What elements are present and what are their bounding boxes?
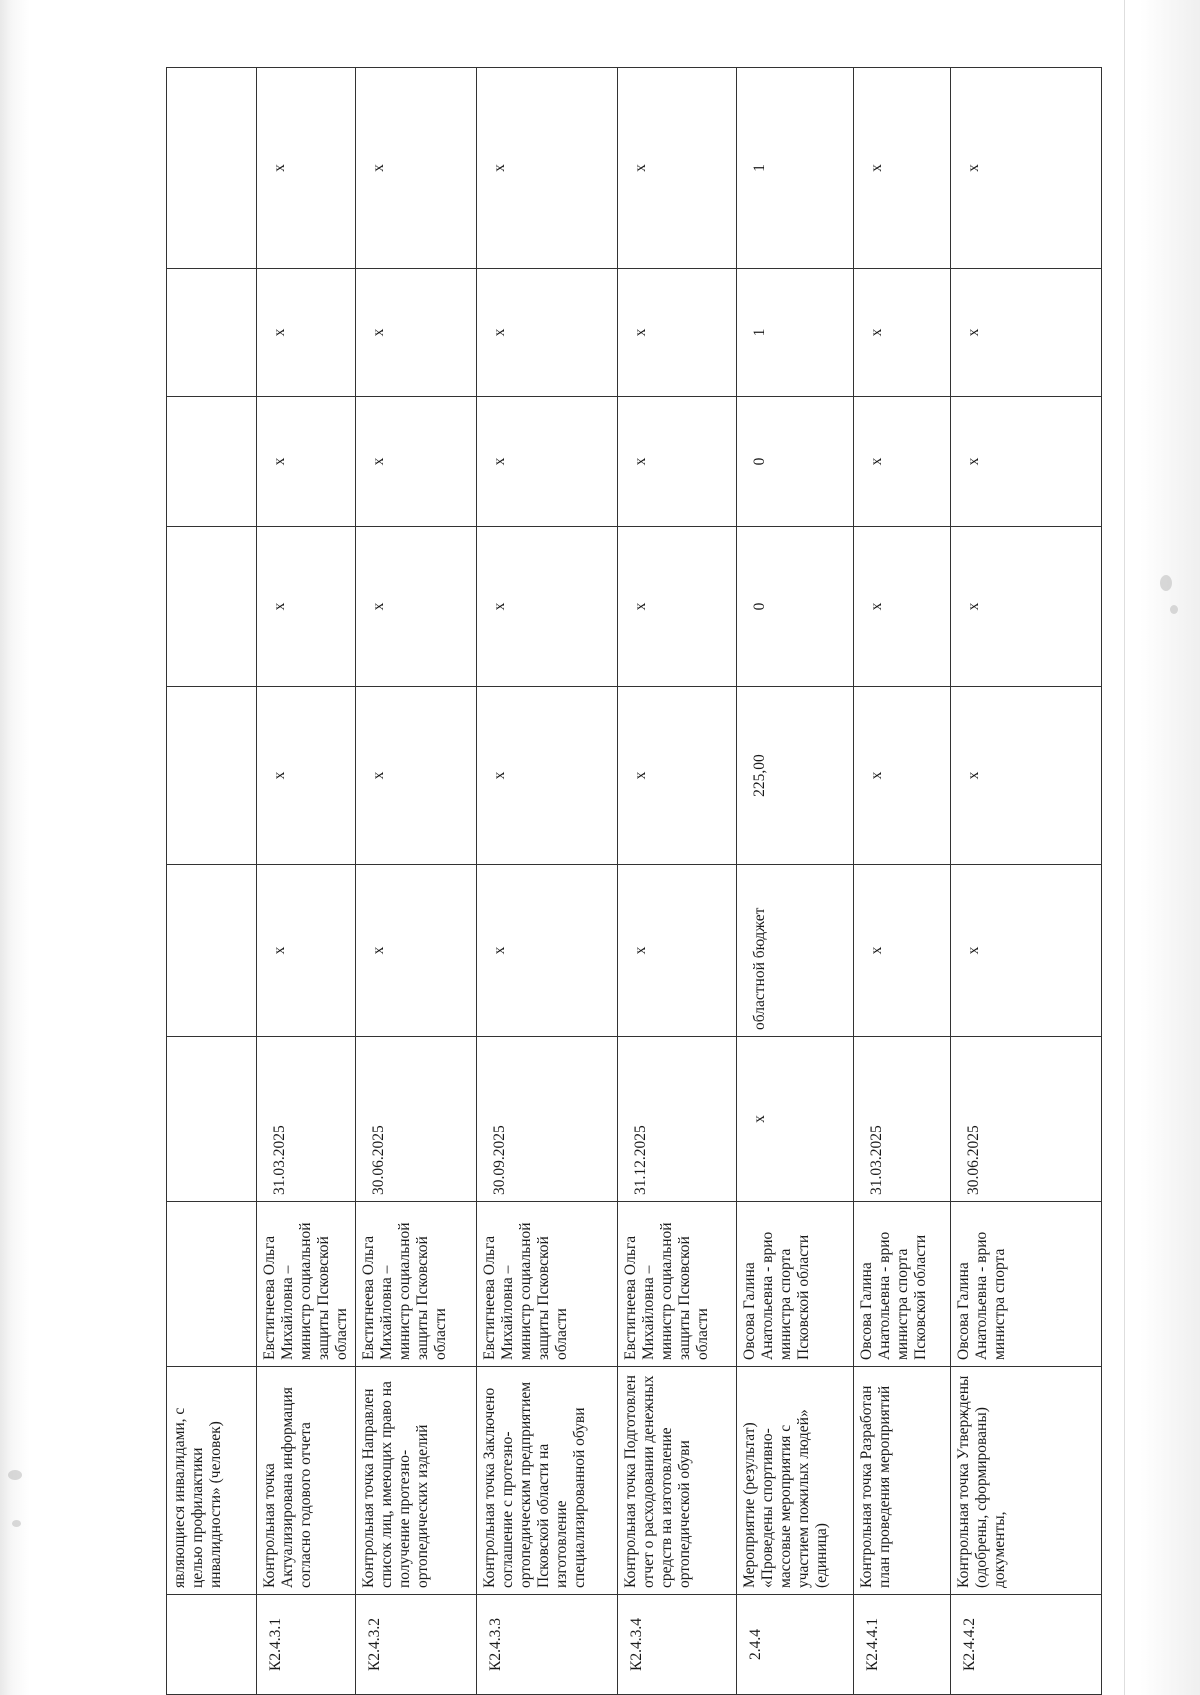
table-row — [257, 68, 356, 1695]
funding-amount-cell: х — [617, 687, 736, 865]
funding-source-cell: областной бюджет — [736, 865, 853, 1037]
plan-table-body — [167, 68, 1102, 1695]
row-number-cell: К2.4.3.1 — [257, 1595, 356, 1695]
indicator-value-4-cell — [167, 68, 257, 269]
table-row — [167, 68, 257, 1695]
item-name-cell: Контрольная точка Разработан план проведения мероприятий — [853, 1367, 950, 1595]
table-row — [476, 68, 617, 1695]
indicator-value-1-cell: х — [950, 527, 1101, 687]
deadline-cell: 30.06.2025 — [950, 1037, 1101, 1202]
indicator-value-2-cell: х — [257, 397, 356, 527]
item-name-cell: Контрольная точка Актуализирована информация согласно годового отчета — [257, 1367, 356, 1595]
scan-edge-left — [0, 0, 30, 1695]
scan-speck — [1170, 605, 1178, 614]
indicator-value-4-cell: х — [476, 68, 617, 269]
row-number-cell: К2.4.3.2 — [355, 1595, 476, 1695]
funding-amount-cell: 225,00 — [736, 687, 853, 865]
responsible-person-cell: Овсова Галина Анатольевна - врио министра спорта Псковской области — [853, 1202, 950, 1367]
indicator-value-2-cell: х — [476, 397, 617, 527]
row-number-cell: К2.4.4.1 — [853, 1595, 950, 1695]
funding-source-cell: х — [476, 865, 617, 1037]
indicator-value-3-cell: х — [950, 269, 1101, 397]
table-row — [355, 68, 476, 1695]
indicator-value-1-cell: х — [355, 527, 476, 687]
deadline-cell: 31.03.2025 — [257, 1037, 356, 1202]
indicator-value-1-cell: х — [257, 527, 356, 687]
responsible-person-cell: Евстигнеева Ольга Михайловна – министр социальной защиты Псковской области — [617, 1202, 736, 1367]
funding-source-cell: х — [853, 865, 950, 1037]
indicator-value-1-cell: х — [476, 527, 617, 687]
table-row — [617, 68, 736, 1695]
funding-amount-cell: х — [257, 687, 356, 865]
scan-speck — [12, 1520, 21, 1527]
item-name-cell: Контрольная точка Направлен список лиц, имеющих право на получение протезно-ортопедических изделий — [355, 1367, 476, 1595]
rotated-table-wrapper — [166, 68, 1100, 1695]
deadline-cell: 30.09.2025 — [476, 1037, 617, 1202]
deadline-cell: х — [736, 1037, 853, 1202]
indicator-value-3-cell — [167, 269, 257, 397]
item-name-cell: Мероприятие (результат) «Проведены спортивно-массовые мероприятия с участием пожилых людей» (единица) — [736, 1367, 853, 1595]
indicator-value-3-cell: х — [617, 269, 736, 397]
responsible-person-cell — [167, 1202, 257, 1367]
indicator-value-2-cell: х — [617, 397, 736, 527]
indicator-value-2-cell: 0 — [736, 397, 853, 527]
plan-table — [166, 67, 1102, 1695]
indicator-value-3-cell: х — [476, 269, 617, 397]
item-name-cell: Контрольная точка Утверждены (одобрены, сформированы) документы, — [950, 1367, 1101, 1595]
item-name-cell: Контрольная точка Подготовлен отчет о расходовании денежных средств на изготовление ортопедической обуви — [617, 1367, 736, 1595]
row-number-cell: К2.4.3.4 — [617, 1595, 736, 1695]
indicator-value-2-cell: х — [853, 397, 950, 527]
responsible-person-cell: Овсова Галина Анатольевна - врио министра спорта Псковской области — [736, 1202, 853, 1367]
funding-source-cell — [167, 865, 257, 1037]
row-number-cell: 2.4.4 — [736, 1595, 853, 1695]
row-number-cell: К2.4.3.3 — [476, 1595, 617, 1695]
funding-source-cell: х — [950, 865, 1101, 1037]
item-name-cell: являющиеся инвалидами, с целью профилактики инвалидности» (человек) — [167, 1367, 257, 1595]
scan-edge-right — [1140, 0, 1200, 1695]
funding-source-cell: х — [355, 865, 476, 1037]
indicator-value-2-cell — [167, 397, 257, 527]
scan-speck — [8, 1470, 22, 1480]
responsible-person-cell: Евстигнеева Ольга Михайловна – министр социальной защиты Псковской области — [257, 1202, 356, 1367]
table-row — [736, 68, 853, 1695]
funding-source-cell: х — [257, 865, 356, 1037]
indicator-value-2-cell: х — [355, 397, 476, 527]
scan-fold-line — [1124, 0, 1125, 1695]
table-row — [853, 68, 950, 1695]
indicator-value-4-cell: х — [853, 68, 950, 269]
indicator-value-1-cell: 0 — [736, 527, 853, 687]
funding-amount-cell: х — [355, 687, 476, 865]
indicator-value-3-cell: х — [355, 269, 476, 397]
indicator-value-1-cell: х — [853, 527, 950, 687]
row-number-cell — [167, 1595, 257, 1695]
indicator-value-4-cell: 1 — [736, 68, 853, 269]
indicator-value-1-cell: х — [617, 527, 736, 687]
indicator-value-4-cell: х — [355, 68, 476, 269]
indicator-value-3-cell: 1 — [736, 269, 853, 397]
funding-amount-cell: х — [853, 687, 950, 865]
responsible-person-cell: Евстигнеева Ольга Михайловна – министр социальной защиты Псковской области — [476, 1202, 617, 1367]
deadline-cell: 30.06.2025 — [355, 1037, 476, 1202]
item-name-cell: Контрольная точка Заключено соглашение с протезно-ортопедическим предприятием Псковской области на изготовление специализированной обуви — [476, 1367, 617, 1595]
indicator-value-2-cell: х — [950, 397, 1101, 527]
deadline-cell: 31.12.2025 — [617, 1037, 736, 1202]
responsible-person-cell: Евстигнеева Ольга Михайловна – министр социальной защиты Псковской области — [355, 1202, 476, 1367]
indicator-value-4-cell: х — [950, 68, 1101, 269]
responsible-person-cell: Овсова Галина Анатольевна - врио министра спорта — [950, 1202, 1101, 1367]
indicator-value-4-cell: х — [257, 68, 356, 269]
funding-source-cell: х — [617, 865, 736, 1037]
deadline-cell — [167, 1037, 257, 1202]
indicator-value-1-cell — [167, 527, 257, 687]
funding-amount-cell: х — [950, 687, 1101, 865]
deadline-cell: 31.03.2025 — [853, 1037, 950, 1202]
indicator-value-3-cell: х — [853, 269, 950, 397]
scan-speck — [1160, 575, 1172, 591]
row-number-cell: К2.4.4.2 — [950, 1595, 1101, 1695]
indicator-value-4-cell: х — [617, 68, 736, 269]
indicator-value-3-cell: х — [257, 269, 356, 397]
funding-amount-cell: х — [476, 687, 617, 865]
document-table-area — [166, 68, 1100, 1695]
table-row — [950, 68, 1101, 1695]
funding-amount-cell — [167, 687, 257, 865]
